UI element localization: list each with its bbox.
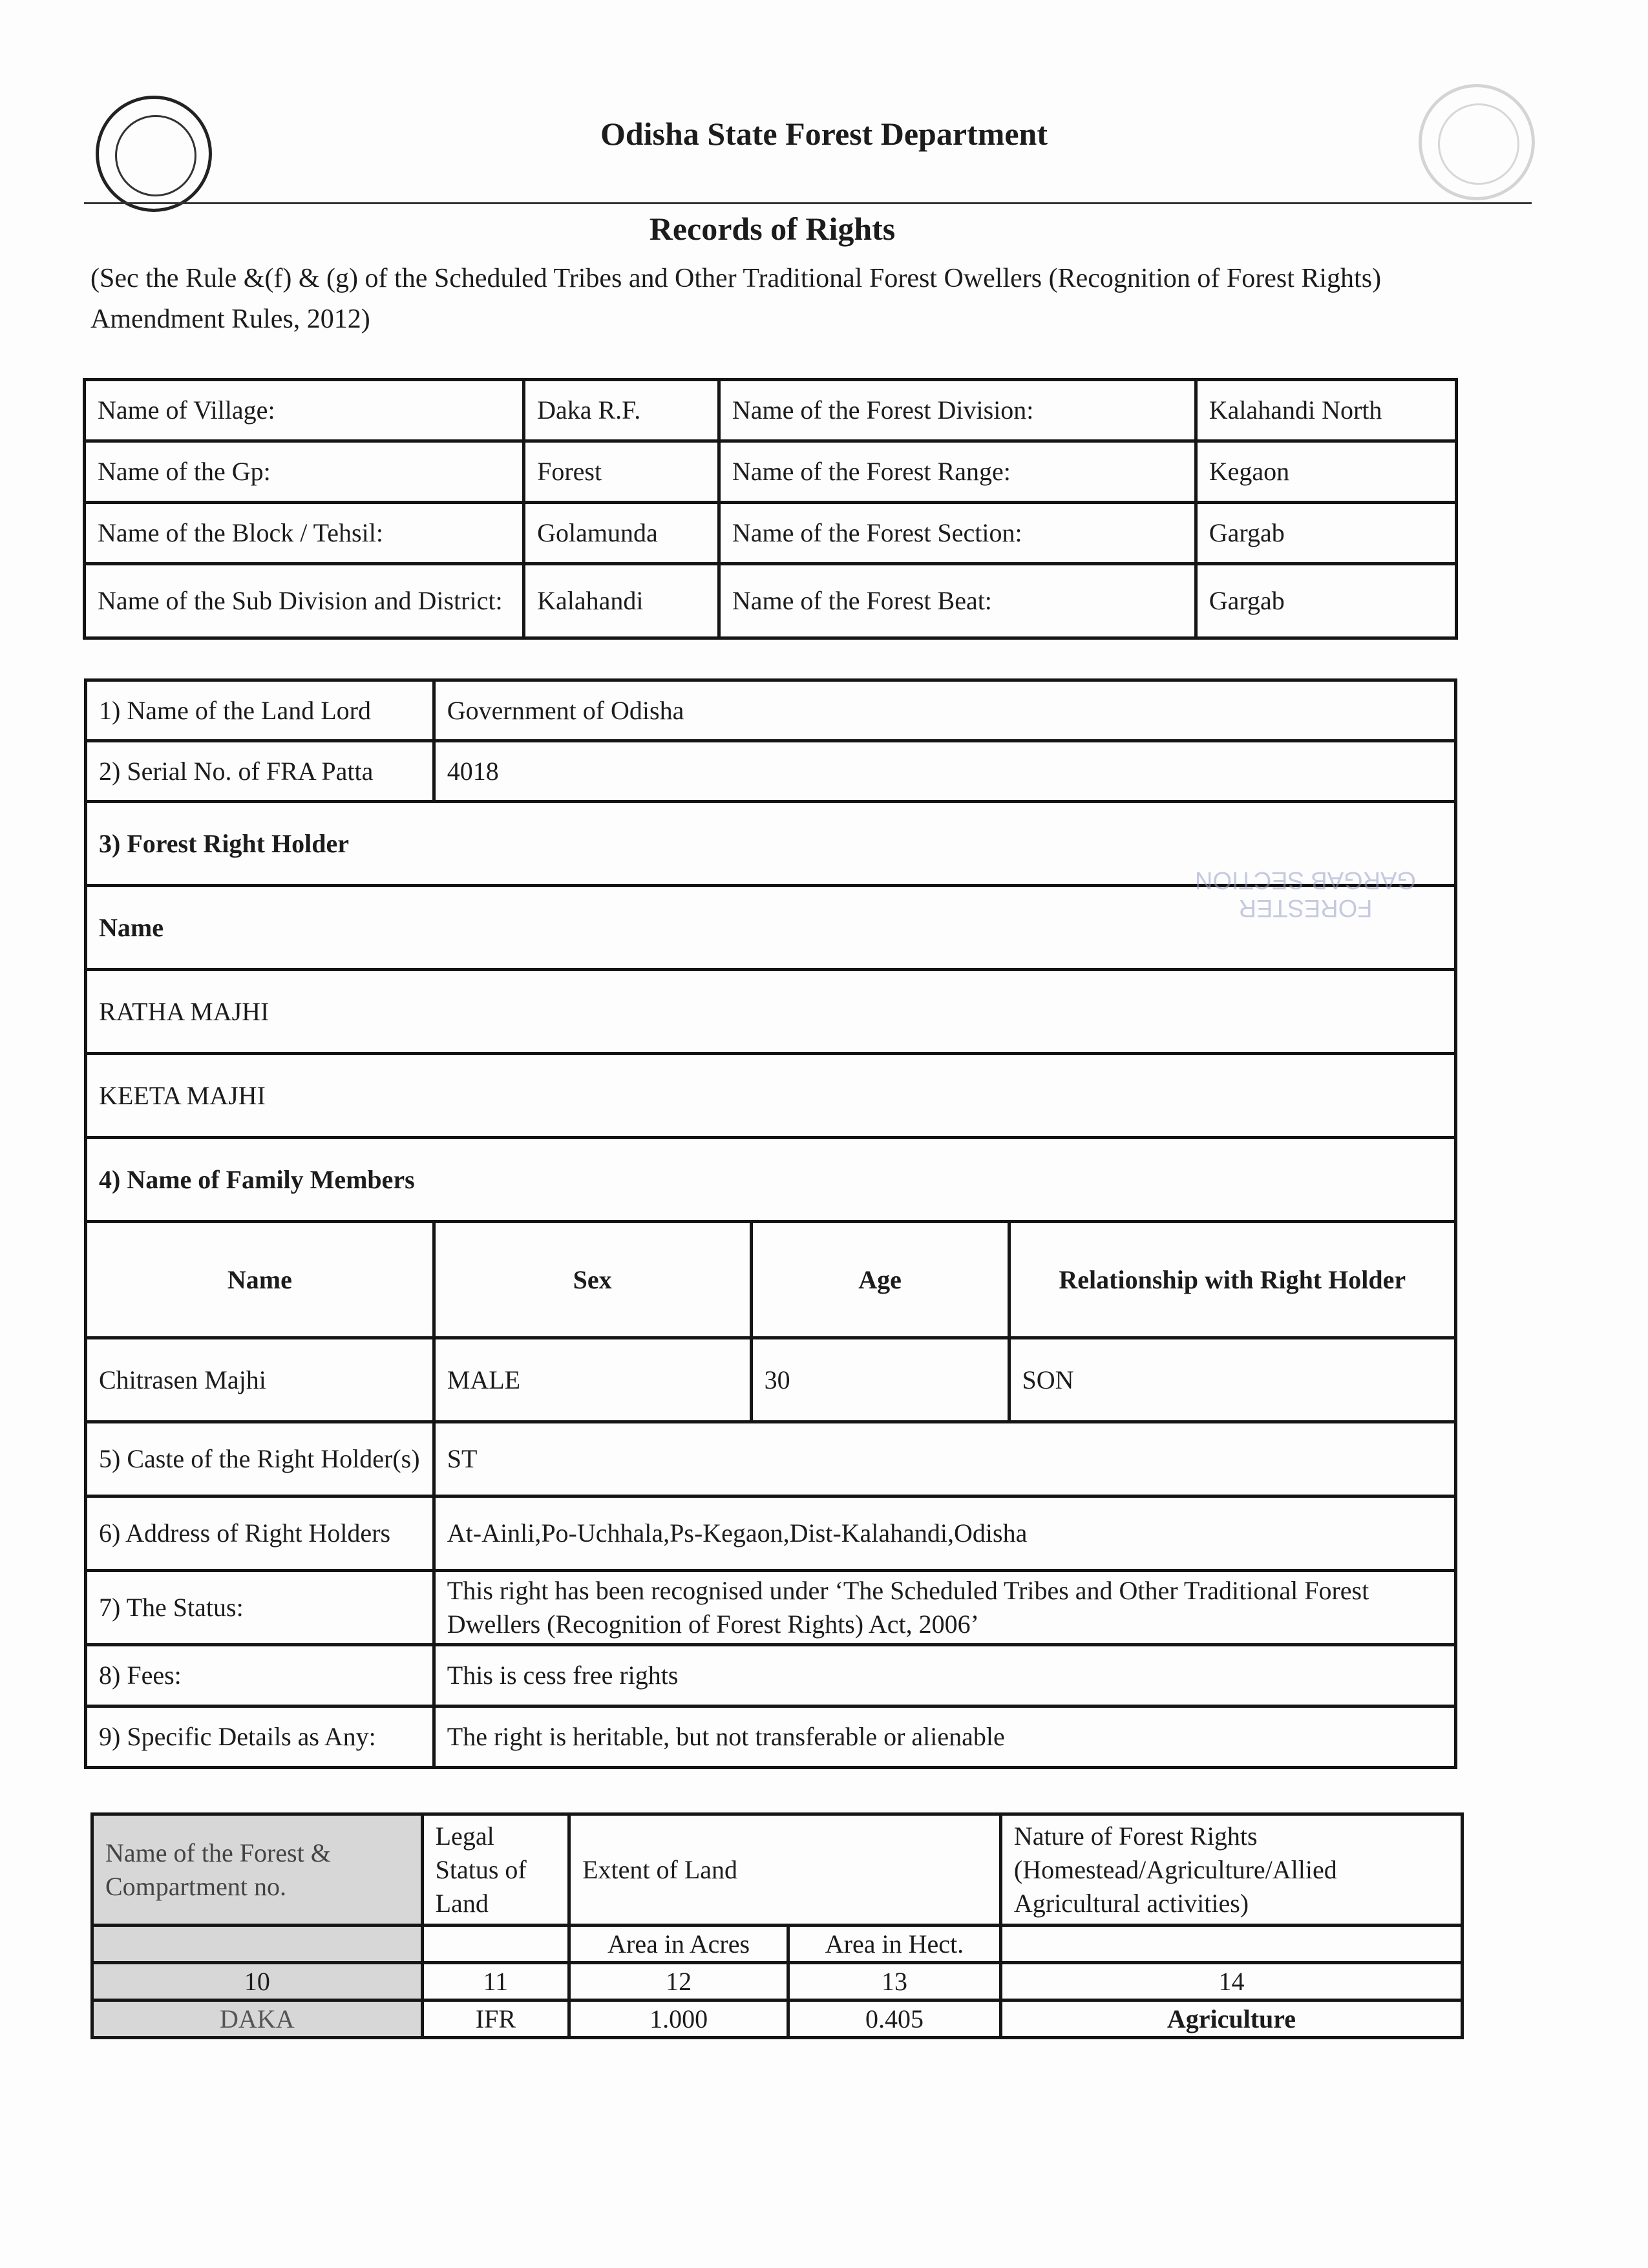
land-table xyxy=(90,1812,1464,2039)
name-heading: Name xyxy=(86,886,1456,970)
detail-value: At-Ainli,Po-Uchhala,Ps-Kegaon,Dist-Kalahandi,Odisha xyxy=(434,1496,1455,1571)
family-col-header: Age xyxy=(751,1222,1009,1338)
land-col-acres: Area in Acres xyxy=(569,1926,788,1963)
member-sex: MALE xyxy=(434,1338,751,1422)
detail-row xyxy=(86,1706,1456,1768)
detail-label: 7) The Status: xyxy=(86,1571,434,1645)
land-subheader-blank xyxy=(422,1926,569,1963)
landlord-value: Government of Odisha xyxy=(434,680,1455,741)
detail-label: 6) Address of Right Holders xyxy=(86,1496,434,1571)
forest-value: Kegaon xyxy=(1196,441,1456,503)
landlord-row xyxy=(86,680,1456,741)
location-row xyxy=(85,380,1457,441)
stamp-line: FORESTER xyxy=(1238,894,1373,921)
serial-value: 4018 xyxy=(434,741,1455,802)
detail-label: 8) Fees: xyxy=(86,1645,434,1706)
location-value: Golamunda xyxy=(524,503,719,564)
forest-value: Gargab xyxy=(1196,503,1456,564)
land-col-legal: Legal Status of Land xyxy=(422,1814,569,1926)
department-heading: Odisha State Forest Department xyxy=(600,116,1048,152)
family-heading-row xyxy=(86,1138,1456,1222)
land-col-forest: Name of the Forest & Compartment no. xyxy=(92,1814,423,1926)
holder-heading: 3) Forest Right Holder xyxy=(86,802,1456,886)
forester-stamp xyxy=(1170,866,1441,921)
holder-row xyxy=(86,1054,1456,1138)
serial-label: 2) Serial No. of FRA Patta xyxy=(86,741,434,802)
land-col-number: 13 xyxy=(788,1963,1001,2000)
detail-row xyxy=(86,1422,1456,1496)
detail-row xyxy=(86,1645,1456,1706)
family-col-header: Sex xyxy=(434,1222,751,1338)
rules-subtitle: (Sec the Rule &(f) & (g) of the Scheduled Tribes and Other Traditional Forest Owellers (Recognition of Forest Rights) Amendment Rules, 2012) xyxy=(90,264,1382,334)
forest-label: Name of the Forest Division: xyxy=(719,380,1196,441)
land-nature-value: Agriculture xyxy=(1000,2000,1462,2038)
location-label: Name of the Block / Tehsil: xyxy=(85,503,524,564)
land-col-number: 14 xyxy=(1000,1963,1462,2000)
forest-value: Kalahandi North xyxy=(1196,380,1456,441)
land-hect-value: 0.405 xyxy=(788,2000,1001,2038)
land-forest-value: DAKA xyxy=(92,2000,423,2038)
stamp-line: GARGAB SECTION xyxy=(1194,866,1417,894)
header-rule xyxy=(84,202,1532,204)
detail-row xyxy=(86,1571,1456,1645)
land-acres-value: 1.000 xyxy=(569,2000,788,2038)
family-heading: 4) Name of Family Members xyxy=(86,1138,1456,1222)
holder-name: KEETA MAJHI xyxy=(86,1054,1456,1138)
location-label: Name of the Gp: xyxy=(85,441,524,503)
forest-label: Name of the Forest Section: xyxy=(719,503,1196,564)
detail-value: The right is heritable, but not transferable or alienable xyxy=(434,1706,1455,1768)
land-legal-value: IFR xyxy=(422,2000,569,2038)
forest-label: Name of the Forest Beat: xyxy=(719,564,1196,638)
detail-row xyxy=(86,1496,1456,1571)
odisha-emblem-logo xyxy=(96,96,212,212)
record-table xyxy=(84,678,1457,1769)
land-col-number: 11 xyxy=(422,1963,569,2000)
location-value: Daka R.F. xyxy=(524,380,719,441)
land-subheader-blank xyxy=(1000,1926,1462,1963)
land-col-extent: Extent of Land xyxy=(569,1814,1001,1926)
location-label: Name of the Sub Division and District: xyxy=(85,564,524,638)
family-col-header: Relationship with Right Holder xyxy=(1009,1222,1455,1338)
serial-row xyxy=(86,741,1456,802)
member-name: Chitrasen Majhi xyxy=(86,1338,434,1422)
family-member-row xyxy=(86,1338,1456,1422)
land-col-hect: Area in Hect. xyxy=(788,1926,1001,1963)
detail-label: 5) Caste of the Right Holder(s) xyxy=(86,1422,434,1496)
detail-label: 9) Specific Details as Any: xyxy=(86,1706,434,1768)
forest-label: Name of the Forest Range: xyxy=(719,441,1196,503)
family-col-header: Name xyxy=(86,1222,434,1338)
location-value: Forest xyxy=(524,441,719,503)
location-value: Kalahandi xyxy=(524,564,719,638)
landlord-label: 1) Name of the Land Lord xyxy=(86,680,434,741)
member-age: 30 xyxy=(751,1338,1009,1422)
location-row xyxy=(85,503,1457,564)
holder-row xyxy=(86,970,1456,1054)
location-label: Name of Village: xyxy=(85,380,524,441)
detail-value: This right has been recognised under ‘The Scheduled Tribes and Other Traditional Forest Dwellers (Recognition of Forest Rights) Act, 2006’ xyxy=(434,1571,1455,1645)
location-row xyxy=(85,441,1457,503)
land-col-number: 10 xyxy=(92,1963,423,2000)
location-row xyxy=(85,564,1457,638)
detail-value: This is cess free rights xyxy=(434,1645,1455,1706)
member-relation: SON xyxy=(1009,1338,1455,1422)
forest-value: Gargab xyxy=(1196,564,1456,638)
land-col-nature: Nature of Forest Rights (Homestead/Agriculture/Allied Agricultural activities) xyxy=(1000,1814,1462,1926)
land-col-number: 12 xyxy=(569,1963,788,2000)
location-table xyxy=(83,378,1458,640)
detail-value: ST xyxy=(434,1422,1455,1496)
page-title: Records of Rights xyxy=(649,211,896,247)
holder-name: RATHA MAJHI xyxy=(86,970,1456,1054)
family-header-row xyxy=(86,1222,1456,1338)
land-subheader-blank xyxy=(92,1926,423,1963)
